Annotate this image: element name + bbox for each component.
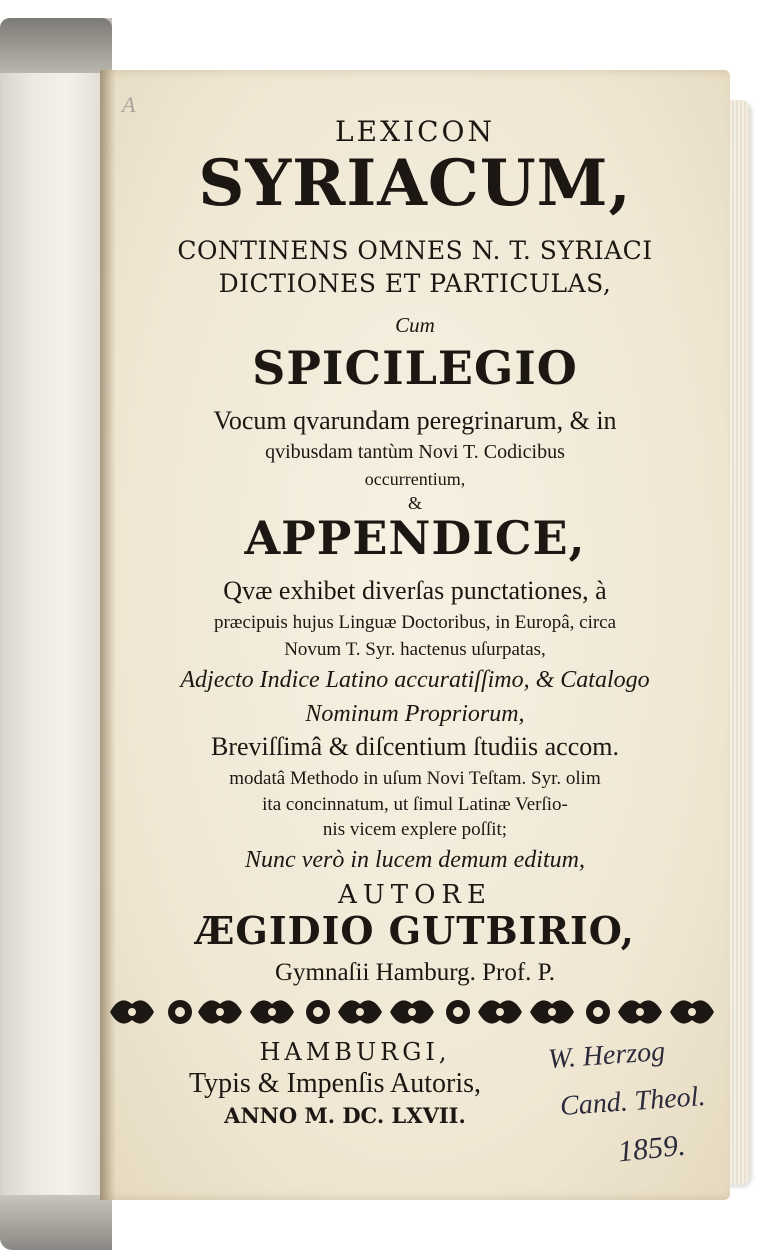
owner-signature-year: 1859. [616,1128,687,1169]
title-line-adjecto: Adjecto Indice Latino accuratiſſimo, & Catalogo [180,667,650,693]
title-line-praecipuis: præcipuis hujus Linguæ Doctoribus, in Europâ, circa [213,612,617,633]
title-line-ita: ita concinnatum, ut ſimul Latinæ Verſio- [262,794,568,815]
imprint-year: ANNO M. DC. LXVII. [224,1103,466,1128]
owner-signature-title: Cand. Theol. [559,1080,707,1123]
title-line-nunc: Nunc verò in lucem demum editum, [245,847,585,873]
title-line-continens: CONTINENS OMNES N. T. SYRIACI [177,236,653,265]
title-line-cum: Cum [395,313,435,337]
title-line-novum: Novum T. Syr. hactenus uſurpatas, [284,639,546,660]
title-line-occurrentium: occurrentium, [364,469,466,489]
cover-bottom-corner [0,1195,112,1250]
title-line-autore: AUTORE [338,880,492,910]
printers-ornament-band [100,990,730,1034]
title-line-syriacum: SYRIACUM, [198,146,632,221]
title-line-appendice: APPENDICE, [244,511,586,565]
imprint-hamburgi: HAMBURGI, [259,1038,451,1066]
pencil-mark: A [122,92,136,117]
title-line-vocum: Vocum qvarundam peregrinarum, & in [213,406,617,435]
title-line-spicilegio: SPICILEGIO [252,341,578,395]
imprint-typis: Typis & Impenſis Autoris, [188,1068,482,1099]
title-line-lexicon: LEXICON [335,115,495,148]
title-line-qvae: Qvæ exhibet diverſas punctationes, à [223,576,607,605]
title-line-nis: nis vicem explere poſſit; [322,819,508,840]
owner-signature-name: W. Herzog [547,1035,667,1076]
title-line-gymnasii: Gymnaſii Hamburg. Prof. P. [274,959,556,986]
title-line-ampersand: & [407,493,422,513]
title-line-dictiones: DICTIONES ET PARTICULAS, [218,269,612,298]
title-line-nominum: Nominum Propriorum, [305,701,525,727]
title-line-author-name: ÆGIDIO GUTBIRIO, [195,908,635,953]
title-line-qvibusdam: qvibusdam tantùm Novi T. Codicibus [265,441,565,463]
title-line-brevissima: Breviſſimâ & diſcentium ſtudiis accom. [211,732,619,761]
title-line-modata: modatâ Methodo in uſum Novi Teſtam. Syr. olim [229,768,601,789]
cover-top-corner [0,18,112,73]
